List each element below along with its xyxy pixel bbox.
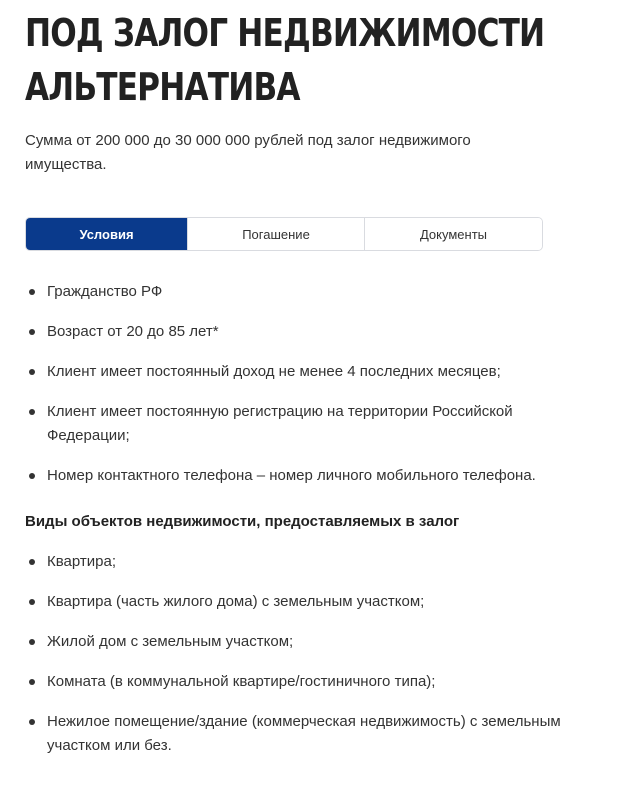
tab-conditions[interactable]: Условия xyxy=(26,218,187,250)
page-content xyxy=(25,0,595,774)
list-item xyxy=(25,400,595,448)
list-item xyxy=(25,280,595,304)
bullet-icon xyxy=(29,473,35,479)
list-item xyxy=(25,590,595,614)
page-title xyxy=(25,0,545,114)
list-item-text: Жилой дом с земельным участком; xyxy=(47,633,294,650)
list-item xyxy=(25,550,595,574)
objects-list xyxy=(25,550,595,758)
list-item-text: Квартира (часть жилого дома) с земельным участком; xyxy=(47,593,425,610)
list-item-text: Клиент имеет постоянный доход не менее 4 последних месяцев; xyxy=(47,363,501,380)
bullet-icon xyxy=(29,679,35,685)
bullet-icon xyxy=(29,599,35,605)
list-item-text: Комната (в коммунальной квартире/гостиничного типа); xyxy=(47,673,436,690)
page-title-line-2: АЛЬТЕРНАТИВА xyxy=(25,65,300,109)
bullet-icon xyxy=(29,289,35,295)
tab-bar xyxy=(25,217,543,251)
bullet-icon xyxy=(29,409,35,415)
bullet-icon xyxy=(29,719,35,725)
bullet-icon xyxy=(29,369,35,375)
objects-section-heading: Виды объектов недвижимости, предоставляемых в залог xyxy=(25,513,460,530)
list-item xyxy=(25,710,595,758)
page-title-line-1: ПОД ЗАЛОГ НЕДВИЖИМОСТИ xyxy=(25,11,545,55)
list-item-text: Квартира; xyxy=(47,553,116,570)
list-item-text: Гражданство РФ xyxy=(47,283,163,300)
tab-repayment[interactable]: Погашение xyxy=(187,218,364,250)
conditions-list xyxy=(25,280,595,488)
list-item xyxy=(25,630,595,654)
bullet-icon xyxy=(29,559,35,565)
tab-documents[interactable]: Документы xyxy=(364,218,542,250)
list-item xyxy=(25,360,595,384)
list-item-text: Номер контактного телефона – номер личного мобильного телефона. xyxy=(47,467,536,484)
list-item xyxy=(25,320,595,344)
list-item xyxy=(25,670,595,694)
bullet-icon xyxy=(29,329,35,335)
list-item-text: Клиент имеет постоянную регистрацию на территории Российской Федерации; xyxy=(47,403,513,444)
bullet-icon xyxy=(29,639,35,645)
list-item xyxy=(25,464,595,488)
loan-summary: Сумма от 200 000 до 30 000 000 рублей под залог недвижимого имущества. xyxy=(25,132,471,173)
list-item-text: Возраст от 20 до 85 лет* xyxy=(47,323,219,340)
list-item-text: Нежилое помещение/здание (коммерческая недвижимость) с земельным участком или без. xyxy=(47,713,561,754)
